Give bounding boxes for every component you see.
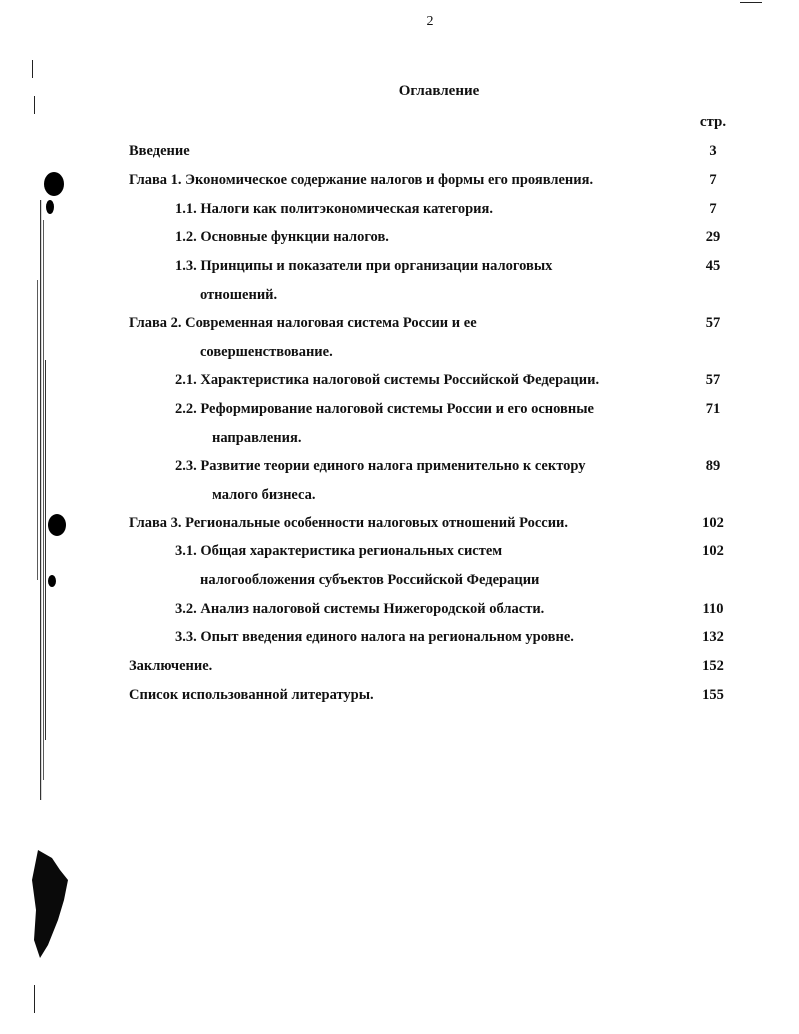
- scan-mark: [34, 985, 35, 1013]
- toc-entry-page: 102: [702, 543, 724, 559]
- toc-title: Оглавление: [398, 83, 480, 99]
- page-column-label: стр.: [699, 114, 727, 130]
- toc-entry-title: малого бизнеса.: [212, 487, 316, 503]
- toc-entry-page: 57: [705, 315, 721, 331]
- scan-blob: [46, 200, 54, 214]
- toc-entry-title: Список использованной литературы.: [129, 687, 374, 703]
- toc-entry-page: 45: [705, 258, 721, 274]
- toc-entry-title: 1.2. Основные функции налогов.: [175, 229, 389, 245]
- scan-mark: [32, 60, 33, 78]
- toc-entry-page: 7: [709, 201, 717, 217]
- scan-mark: [740, 2, 762, 3]
- toc-entry-title: 2.3. Развитие теории единого налога применительно к сектору: [175, 458, 586, 474]
- toc-entry-page: 152: [702, 658, 724, 674]
- toc-entry-title: 1.1. Налоги как политэкономическая категория.: [175, 201, 493, 217]
- toc-entry-title: отношений.: [200, 287, 278, 303]
- toc-entry-page: 7: [709, 172, 717, 188]
- toc-entry-page: 102: [702, 515, 724, 531]
- toc-entry-title: 1.3. Принципы и показатели при организации налоговых: [175, 258, 553, 274]
- toc-entry-page: 29: [705, 229, 721, 245]
- toc-entry-page: 3: [709, 143, 717, 159]
- toc-entry-page: 57: [705, 372, 721, 388]
- scan-blob: [48, 575, 56, 587]
- toc-entry-page: 155: [702, 687, 724, 703]
- toc-entry-page: 71: [705, 401, 721, 417]
- toc-entry-title: Глава 2. Современная налоговая система России и ее: [129, 315, 477, 331]
- toc-entry-title: Введение: [129, 143, 190, 159]
- toc-entry-title: Глава 1. Экономическое содержание налогов и формы его проявления.: [129, 172, 594, 188]
- toc-entry-title: 3.2. Анализ налоговой системы Нижегородской области.: [175, 601, 545, 617]
- scan-blob: [30, 850, 74, 960]
- toc-entry-title: Глава 3. Региональные особенности налоговых отношений России.: [129, 515, 569, 531]
- scan-blob: [44, 172, 64, 196]
- toc-entry-title: 3.3. Опыт введения единого налога на региональном уровне.: [175, 629, 574, 645]
- toc-entry-page: 110: [702, 601, 724, 617]
- toc-entry-title: направления.: [212, 430, 302, 446]
- toc-entry-title: 2.2. Реформирование налоговой системы России и его основные: [175, 401, 594, 417]
- scan-blob: [48, 514, 66, 536]
- page-number: 2: [426, 14, 434, 29]
- toc-entry-title: совершенствование.: [200, 344, 333, 360]
- toc-entry-title: 3.1. Общая характеристика региональных систем: [175, 543, 503, 559]
- toc-entry-title: Заключение.: [129, 658, 213, 674]
- toc-entry-page: 132: [702, 629, 724, 645]
- toc-entry-page: 89: [705, 458, 721, 474]
- toc-entry-title: 2.1. Характеристика налоговой системы Российской Федерации.: [175, 372, 600, 388]
- toc-entry-title: налогообложения субъектов Российской Федерации: [200, 572, 540, 588]
